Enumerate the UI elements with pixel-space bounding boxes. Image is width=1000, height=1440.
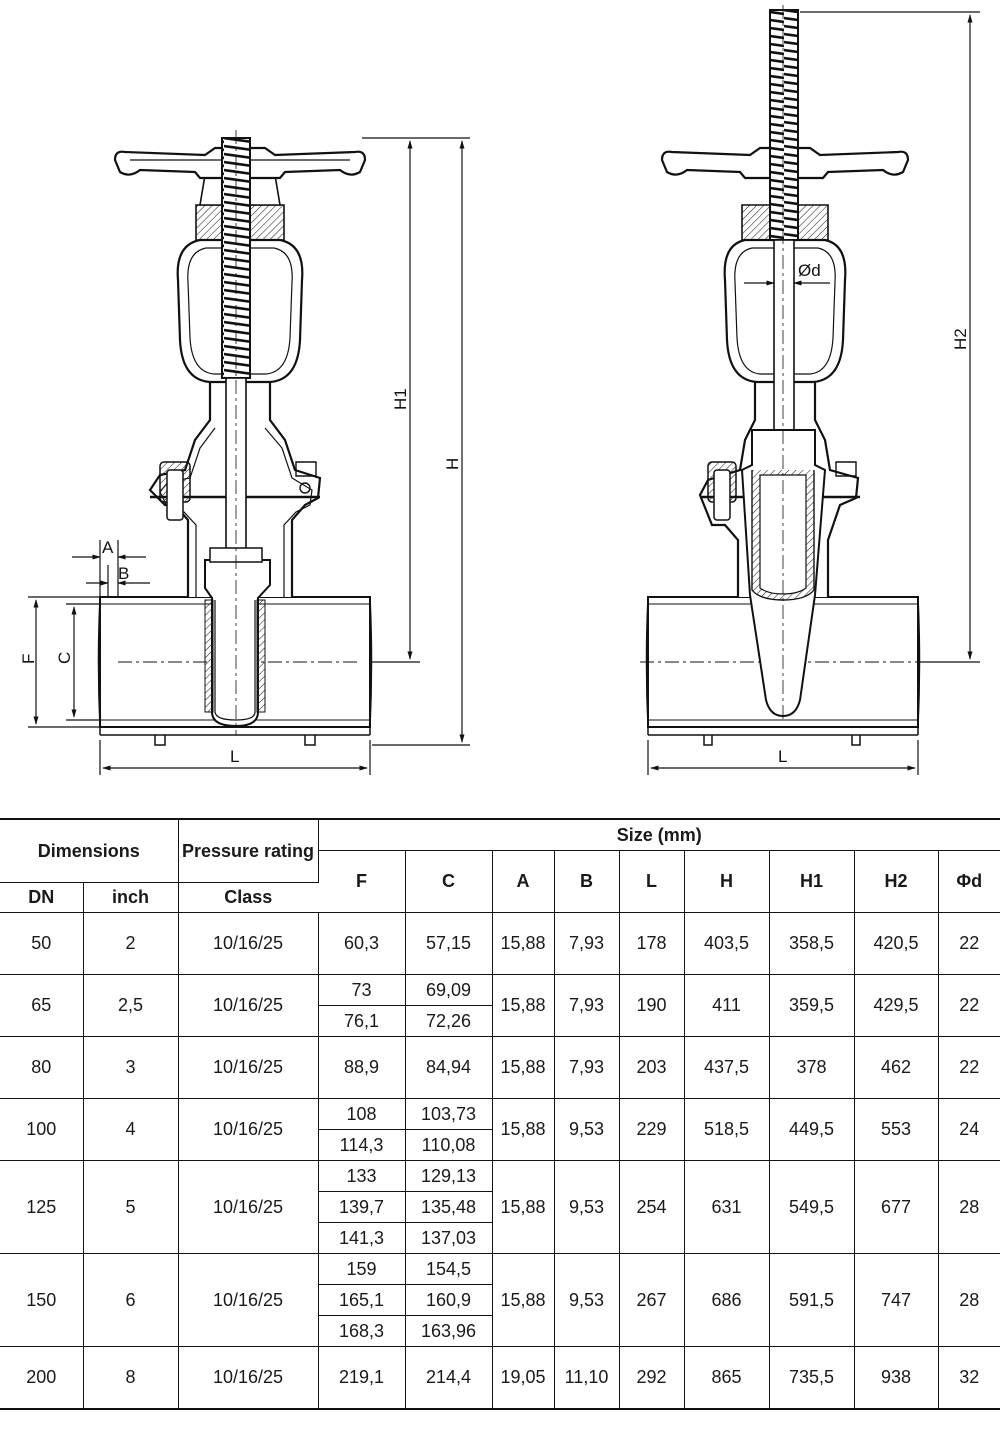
cell-L: 190 (619, 975, 684, 1037)
label-H1: H1 (391, 388, 410, 410)
cell-H1: 359,5 (769, 975, 854, 1037)
header-class: Class (178, 883, 318, 913)
cell-H1: 378 (769, 1037, 854, 1099)
cell-C: 163,96 (405, 1316, 492, 1347)
cell-B: 7,93 (554, 1037, 619, 1099)
cell-A: 15,88 (492, 1037, 554, 1099)
cell-H1: 549,5 (769, 1161, 854, 1254)
cell-C: 103,73 (405, 1099, 492, 1130)
right-stem-thread (770, 10, 798, 240)
cell-C: 214,4 (405, 1347, 492, 1409)
right-stem (774, 240, 794, 430)
cell-F: 60,3 (318, 913, 405, 975)
label-B: B (118, 564, 130, 583)
dimensions-table (0, 818, 1000, 1410)
cell-F: 108 (318, 1099, 405, 1130)
cell-dn: 65 (0, 975, 83, 1037)
cell-L: 267 (619, 1254, 684, 1347)
cell-C: 57,15 (405, 913, 492, 975)
cell-d: 22 (938, 975, 1000, 1037)
cell-A: 15,88 (492, 1254, 554, 1347)
cell-cls: 10/16/25 (178, 975, 318, 1037)
header-H: H (684, 851, 769, 913)
cell-d: 28 (938, 1254, 1000, 1347)
cell-d: 22 (938, 913, 1000, 975)
cell-inch: 3 (83, 1037, 178, 1099)
cell-inch: 2 (83, 913, 178, 975)
cell-H: 865 (684, 1347, 769, 1409)
cell-cls: 10/16/25 (178, 1037, 318, 1099)
cell-H1: 591,5 (769, 1254, 854, 1347)
header-F: F (318, 851, 405, 913)
cell-H: 518,5 (684, 1099, 769, 1161)
cell-C: 110,08 (405, 1130, 492, 1161)
cell-cls: 10/16/25 (178, 913, 318, 975)
cell-cls: 10/16/25 (178, 1161, 318, 1254)
cell-C: 135,48 (405, 1192, 492, 1223)
cell-F: 76,1 (318, 1006, 405, 1037)
cell-cls: 10/16/25 (178, 1254, 318, 1347)
cell-H2: 462 (854, 1037, 938, 1099)
cell-F: 219,1 (318, 1347, 405, 1409)
cell-F: 133 (318, 1161, 405, 1192)
cell-H2: 938 (854, 1347, 938, 1409)
cell-B: 9,53 (554, 1254, 619, 1347)
cell-H: 686 (684, 1254, 769, 1347)
cell-F: 73 (318, 975, 405, 1006)
cell-inch: 6 (83, 1254, 178, 1347)
cell-C: 72,26 (405, 1006, 492, 1037)
cell-A: 15,88 (492, 1099, 554, 1161)
cell-dn: 150 (0, 1254, 83, 1347)
table-row (0, 1347, 1000, 1409)
cell-H1: 449,5 (769, 1099, 854, 1161)
cell-cls: 10/16/25 (178, 1347, 318, 1409)
label-C: C (55, 651, 74, 664)
cell-d: 28 (938, 1161, 1000, 1254)
cell-C: 129,13 (405, 1161, 492, 1192)
cell-B: 11,10 (554, 1347, 619, 1409)
header-B: B (554, 851, 619, 913)
cell-A: 19,05 (492, 1347, 554, 1409)
cell-B: 9,53 (554, 1161, 619, 1254)
cell-H2: 429,5 (854, 975, 938, 1037)
label-F: F (19, 653, 38, 664)
header-L: L (619, 851, 684, 913)
cell-B: 9,53 (554, 1099, 619, 1161)
cell-dn: 50 (0, 913, 83, 975)
cell-C: 137,03 (405, 1223, 492, 1254)
table-row (0, 1037, 1000, 1099)
table-row (0, 1254, 1000, 1285)
cell-F: 88,9 (318, 1037, 405, 1099)
table-body (0, 913, 1000, 1409)
cell-A: 15,88 (492, 913, 554, 975)
header-A: A (492, 851, 554, 913)
header-dimensions: Dimensions (0, 819, 178, 883)
cell-L: 178 (619, 913, 684, 975)
cell-H: 437,5 (684, 1037, 769, 1099)
cell-inch: 4 (83, 1099, 178, 1161)
cell-C: 84,94 (405, 1037, 492, 1099)
cell-inch: 8 (83, 1347, 178, 1409)
header-phi-d: Φd (938, 851, 1000, 913)
cell-H2: 553 (854, 1099, 938, 1161)
cell-d: 22 (938, 1037, 1000, 1099)
cell-inch: 2,5 (83, 975, 178, 1037)
cell-L: 229 (619, 1099, 684, 1161)
header-size: Size (mm) (318, 819, 1000, 851)
cell-L: 254 (619, 1161, 684, 1254)
cell-H1: 735,5 (769, 1347, 854, 1409)
label-L-right: L (778, 747, 788, 766)
cell-C: 154,5 (405, 1254, 492, 1285)
cell-H: 411 (684, 975, 769, 1037)
table-row (0, 1161, 1000, 1192)
cell-F: 165,1 (318, 1285, 405, 1316)
cell-H1: 358,5 (769, 913, 854, 975)
header-pressure-rating: Pressure rating (178, 819, 318, 883)
cell-B: 7,93 (554, 975, 619, 1037)
cell-L: 203 (619, 1037, 684, 1099)
cell-dn: 200 (0, 1347, 83, 1409)
cell-F: 139,7 (318, 1192, 405, 1223)
cell-L: 292 (619, 1347, 684, 1409)
cell-H2: 747 (854, 1254, 938, 1347)
left-valve-view (99, 130, 372, 745)
cell-F: 141,3 (318, 1223, 405, 1254)
cell-dn: 80 (0, 1037, 83, 1099)
header-inch: inch (83, 883, 178, 913)
header-dn: DN (0, 883, 83, 913)
right-valve-view (640, 5, 930, 745)
label-L-left: L (230, 747, 240, 766)
label-d: Ød (798, 261, 821, 280)
cell-B: 7,93 (554, 913, 619, 975)
cell-C: 69,09 (405, 975, 492, 1006)
cell-C: 160,9 (405, 1285, 492, 1316)
cell-H: 403,5 (684, 913, 769, 975)
table-row (0, 975, 1000, 1006)
cell-A: 15,88 (492, 1161, 554, 1254)
cell-F: 159 (318, 1254, 405, 1285)
label-H2: H2 (951, 328, 970, 350)
cell-dn: 100 (0, 1099, 83, 1161)
cell-inch: 5 (83, 1161, 178, 1254)
cell-d: 32 (938, 1347, 1000, 1409)
label-A: A (102, 538, 114, 557)
cell-d: 24 (938, 1099, 1000, 1161)
cell-dn: 125 (0, 1161, 83, 1254)
table-row (0, 1099, 1000, 1130)
header-C: C (405, 851, 492, 913)
header-H2: H2 (854, 851, 938, 913)
header-H1: H1 (769, 851, 854, 913)
cell-F: 114,3 (318, 1130, 405, 1161)
cell-cls: 10/16/25 (178, 1099, 318, 1161)
cell-F: 168,3 (318, 1316, 405, 1347)
cell-A: 15,88 (492, 975, 554, 1037)
cell-H: 631 (684, 1161, 769, 1254)
label-H: H (443, 457, 462, 470)
cell-H2: 677 (854, 1161, 938, 1254)
cell-H2: 420,5 (854, 913, 938, 975)
table-row (0, 913, 1000, 975)
left-gate (205, 548, 270, 726)
